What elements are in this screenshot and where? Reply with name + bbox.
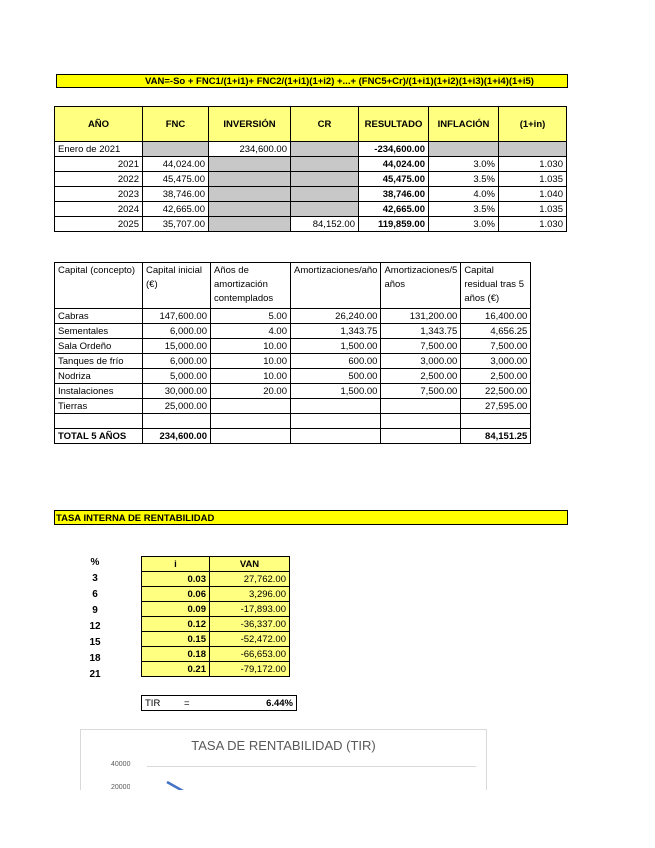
cell-cr: 84,152.00	[291, 217, 359, 232]
van-series-line	[167, 782, 183, 790]
cell-cr	[291, 142, 359, 157]
table-row	[142, 602, 290, 617]
cell-van: -17,893.00	[210, 602, 290, 617]
cell-anual: 500.00	[291, 369, 381, 384]
cell-van: -66,653.00	[210, 647, 290, 662]
cell-anios	[211, 414, 291, 429]
cell-van: 27,762.00	[210, 572, 290, 587]
pct-value: 21	[89, 669, 101, 680]
cell-anual	[291, 399, 381, 414]
cell-1-in	[499, 142, 567, 157]
header-capital-residual: Capital residual tras 5 años (€)	[461, 263, 531, 309]
cell-residual: 3,000.00	[461, 354, 531, 369]
cell-1-in: 1.040	[499, 187, 567, 202]
cell-anio: 2025	[55, 217, 143, 232]
header-fnc: FNC	[143, 107, 209, 142]
table-row	[55, 399, 531, 414]
cell-inicial: 30,000.00	[143, 384, 211, 399]
cell-concepto: Tanques de frío	[55, 354, 143, 369]
cell-inicial: 5,000.00	[143, 369, 211, 384]
cell-cr	[291, 202, 359, 217]
cell-cr	[291, 172, 359, 187]
cell-resultado: 119,859.00	[359, 217, 429, 232]
cell-cr	[291, 157, 359, 172]
cell-residual: 27,595.00	[461, 399, 531, 414]
header-concepto: Capital (concepto)	[55, 263, 143, 309]
pct-header: %	[90, 557, 100, 568]
header-capital-inicial: Capital inicial (€)	[143, 263, 211, 309]
cell-van: -79,172.00	[210, 662, 290, 677]
cell-concepto: Sala Ordeño	[55, 339, 143, 354]
cell-anios	[211, 399, 291, 414]
van-header-row	[142, 557, 290, 572]
cell-i: 0.18	[142, 647, 210, 662]
table-row	[55, 354, 531, 369]
cell-inflacion: 3.0%	[429, 157, 499, 172]
table-row	[142, 647, 290, 662]
table-row	[142, 587, 290, 602]
cell-resultado: -234,600.00	[359, 142, 429, 157]
tir-label: TIR	[145, 697, 161, 709]
cell-van: -52,472.00	[210, 632, 290, 647]
cell-resultado: 44,024.00	[359, 157, 429, 172]
cell-resultado: 45,475.00	[359, 172, 429, 187]
cell-i: 0.03	[142, 572, 210, 587]
header-inflacion: INFLACIÓN	[429, 107, 499, 142]
cell-anual: 26,240.00	[291, 309, 381, 324]
table-row	[55, 187, 567, 202]
cell-1-in: 1.035	[499, 172, 567, 187]
cell-i: 0.15	[142, 632, 210, 647]
cell-residual	[461, 414, 531, 429]
cell-fnc: 44,024.00	[143, 157, 209, 172]
tir-value: 6.44%	[266, 697, 293, 709]
cell-cinco	[381, 414, 461, 429]
cell-anios: 10.00	[211, 339, 291, 354]
header-anios-amortizacion: Años de amortización contemplados	[211, 263, 291, 309]
cell-fnc	[143, 142, 209, 157]
cell-anual: 1,500.00	[291, 384, 381, 399]
table-row	[55, 414, 531, 429]
y-tick-label: 20000	[111, 784, 131, 790]
cell-fnc: 35,707.00	[143, 217, 209, 232]
cell-inversion	[209, 202, 291, 217]
cell-concepto: Instalaciones	[55, 384, 143, 399]
tir-equals: =	[184, 697, 190, 709]
cell-concepto: Nodriza	[55, 369, 143, 384]
cell-concepto: Tierras	[55, 399, 143, 414]
header-i: i	[142, 557, 210, 572]
cell-inflacion: 3.5%	[429, 202, 499, 217]
chart-title: TASA DE RENTABILIDAD (TIR)	[191, 738, 376, 753]
table-row	[55, 142, 567, 157]
cell-residual: 16,400.00	[461, 309, 531, 324]
header-amortizaciones-anio: Amortizaciones/año	[291, 263, 381, 309]
cell-inversion	[209, 187, 291, 202]
table-row	[55, 217, 567, 232]
pct-value: 6	[92, 589, 98, 600]
cell-inflacion: 3.5%	[429, 172, 499, 187]
cell-cinco: 7,500.00	[381, 384, 461, 399]
header-van: VAN	[210, 557, 290, 572]
cell-anios: 4.00	[211, 324, 291, 339]
pct-value: 3	[92, 573, 98, 584]
table-row	[55, 339, 531, 354]
cell-anio: 2021	[55, 157, 143, 172]
cell-inicial: 147,600.00	[143, 309, 211, 324]
header-cr: CR	[291, 107, 359, 142]
cell-cinco: 1,343.75	[381, 324, 461, 339]
cell-1-in: 1.030	[499, 217, 567, 232]
cell-cinco: 3,000.00	[381, 354, 461, 369]
cell-inflacion: 4.0%	[429, 187, 499, 202]
cell-anual: 600.00	[291, 354, 381, 369]
cell-anios: 20.00	[211, 384, 291, 399]
cell-anual: 1,500.00	[291, 339, 381, 354]
cell-1-in: 1.035	[499, 202, 567, 217]
cell-anio: Enero de 2021	[55, 142, 143, 157]
cell-i: 0.21	[142, 662, 210, 677]
cell-residual: 4,656.25	[461, 324, 531, 339]
pct-value: 9	[92, 605, 98, 616]
tir-result-cell	[142, 696, 297, 711]
cell-resultado: 38,746.00	[359, 187, 429, 202]
table-row	[55, 172, 567, 187]
cell-concepto: Cabras	[55, 309, 143, 324]
tir-result-box	[141, 695, 297, 711]
cell-inflacion	[429, 142, 499, 157]
header-anio: AÑO	[55, 107, 143, 142]
cell-van: 3,296.00	[210, 587, 290, 602]
cell-anual	[291, 429, 381, 444]
header-resultado: RESULTADO	[359, 107, 429, 142]
tir-section-title: TASA INTERNA DE RENTABILIDAD	[54, 510, 568, 525]
table-row	[142, 662, 290, 677]
van-formula-bar: VAN=-So + FNC1/(1+i1)+ FNC2/(1+i1)(1+i2) +...+ (FNC5+Cr)/(1+i1)(1+i2)(1+i3)(1+i4)(1+i5)	[56, 74, 568, 88]
table-row	[55, 202, 567, 217]
cell-inicial: 234,600.00	[143, 429, 211, 444]
cell-anual: 1,343.75	[291, 324, 381, 339]
van-rates-table	[141, 556, 290, 677]
cell-inflacion: 3.0%	[429, 217, 499, 232]
cell-anio: 2023	[55, 187, 143, 202]
pct-value: 12	[89, 621, 101, 632]
cell-concepto	[55, 414, 143, 429]
cell-1-in: 1.030	[499, 157, 567, 172]
table-row	[142, 617, 290, 632]
cell-inversion	[209, 172, 291, 187]
table-row	[55, 309, 531, 324]
cell-anio: 2022	[55, 172, 143, 187]
table-row	[142, 632, 290, 647]
pct-value: 18	[89, 653, 101, 664]
cell-i: 0.09	[142, 602, 210, 617]
cell-fnc: 42,665.00	[143, 202, 209, 217]
cell-cinco: 131,200.00	[381, 309, 461, 324]
cell-inicial	[143, 414, 211, 429]
header-amortizaciones-5: Amortizaciones/5 años	[381, 263, 461, 309]
header-1-in: (1+in)	[499, 107, 567, 142]
cell-inicial: 15,000.00	[143, 339, 211, 354]
cell-residual: 84,151.25	[461, 429, 531, 444]
cell-inversion	[209, 217, 291, 232]
total-row	[55, 429, 531, 444]
cell-cinco	[381, 429, 461, 444]
cell-anios: 10.00	[211, 354, 291, 369]
cell-i: 0.06	[142, 587, 210, 602]
table-row	[55, 324, 531, 339]
cell-fnc: 38,746.00	[143, 187, 209, 202]
cell-concepto: Sementales	[55, 324, 143, 339]
table-row	[142, 572, 290, 587]
cell-residual: 7,500.00	[461, 339, 531, 354]
cell-inicial: 25,000.00	[143, 399, 211, 414]
table-row	[55, 384, 531, 399]
cell-inversion	[209, 157, 291, 172]
cell-residual: 22,500.00	[461, 384, 531, 399]
cell-anual	[291, 414, 381, 429]
cell-resultado: 42,665.00	[359, 202, 429, 217]
cell-cinco: 7,500.00	[381, 339, 461, 354]
pct-value: 15	[89, 637, 101, 648]
table-row	[55, 157, 567, 172]
cell-van: -36,337.00	[210, 617, 290, 632]
cell-inicial: 6,000.00	[143, 354, 211, 369]
tir-chart	[80, 729, 487, 790]
cell-cinco	[381, 399, 461, 414]
cash-flow-table	[54, 106, 567, 232]
cell-residual: 2,500.00	[461, 369, 531, 384]
capital-header-row	[55, 263, 531, 309]
cell-anio: 2024	[55, 202, 143, 217]
table-row	[55, 369, 531, 384]
chart-plot	[81, 730, 486, 790]
cell-cinco: 2,500.00	[381, 369, 461, 384]
capital-amortization-table	[54, 262, 531, 444]
cash-flow-header-row	[55, 107, 567, 142]
cell-fnc: 45,475.00	[143, 172, 209, 187]
cell-anios: 10.00	[211, 369, 291, 384]
cell-i: 0.12	[142, 617, 210, 632]
cell-concepto: TOTAL 5 AÑOS	[55, 429, 143, 444]
cell-inicial: 6,000.00	[143, 324, 211, 339]
cell-anios	[211, 429, 291, 444]
cell-cr	[291, 187, 359, 202]
cell-inversion: 234,600.00	[209, 142, 291, 157]
header-inversion: INVERSIÓN	[209, 107, 291, 142]
cell-anios: 5.00	[211, 309, 291, 324]
y-tick-label: 40000	[111, 761, 131, 768]
